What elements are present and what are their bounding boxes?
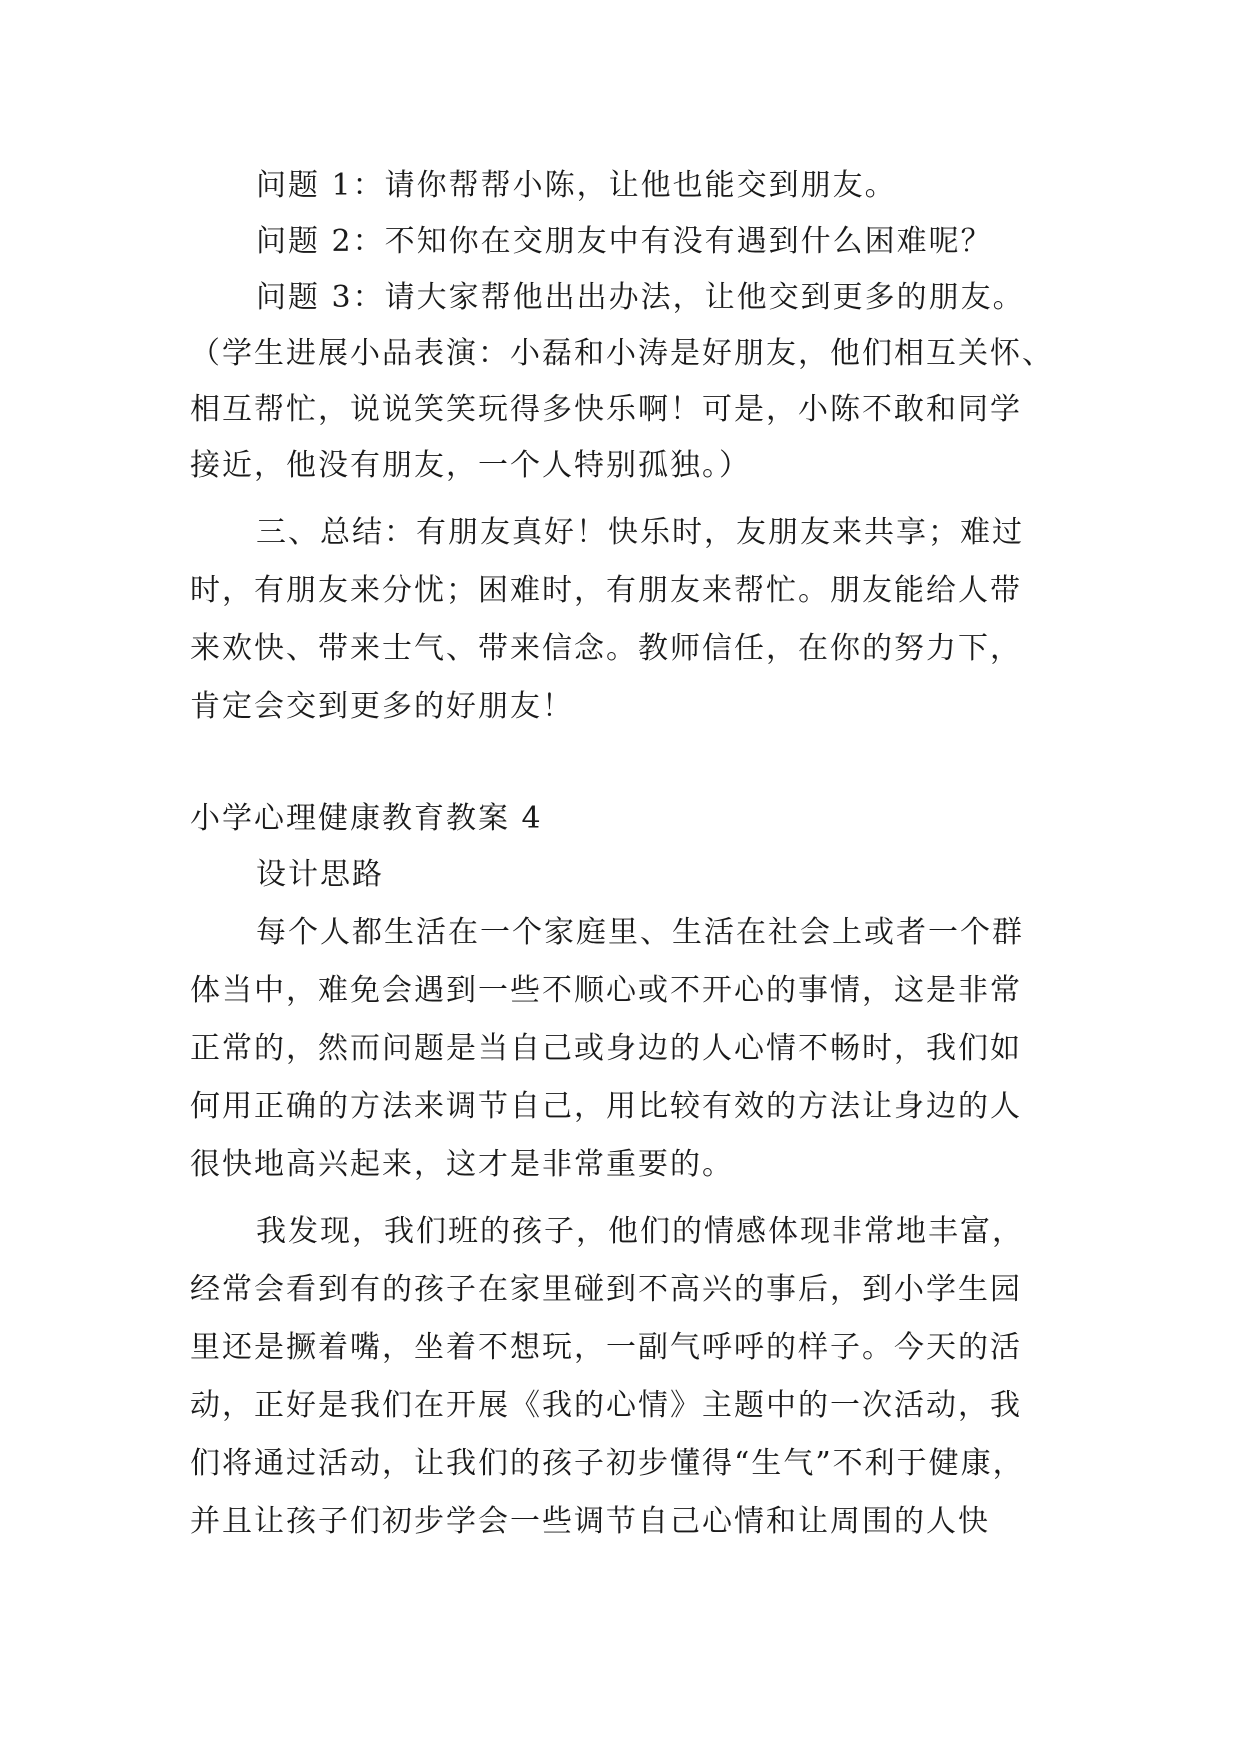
text-line: （学生进展小品表演：小磊和小涛是好朋友，他们相互关怀、 — [190, 336, 1054, 371]
text-line: 并且让孩子们初步学会一些调节自己心情和让周围的人快 — [190, 1504, 990, 1539]
section-heading: 小学心理健康教育教案 4 — [190, 801, 543, 836]
text-line: 里还是撅着嘴，坐着不想玩，一副气呼呼的样子。今天的活 — [190, 1330, 1022, 1365]
text-line: 来欢快、带来士气、带来信念。教师信任，在你的努力下， — [190, 631, 1022, 666]
text-line: 时，有朋友来分忧；困难时，有朋友来帮忙。朋友能给人带 — [190, 573, 1022, 608]
text-line: 动，正好是我们在开展《我的心情》主题中的一次活动，我 — [190, 1388, 1022, 1423]
text-line: 问题 2：不知你在交朋友中有没有遇到什么困难呢？ — [256, 224, 993, 259]
text-line: 很快地高兴起来，这才是非常重要的。 — [190, 1147, 734, 1182]
text-line: 相互帮忙，说说笑笑玩得多快乐啊！可是，小陈不敢和同学 — [190, 392, 1022, 427]
text-line: 三、总结：有朋友真好！快乐时，友朋友来共享；难过 — [256, 515, 1024, 550]
text-line: 每个人都生活在一个家庭里、生活在社会上或者一个群 — [256, 915, 1024, 950]
text-line: 体当中，难免会遇到一些不顺心或不开心的事情，这是非常 — [190, 973, 1022, 1008]
text-line: 经常会看到有的孩子在家里碰到不高兴的事后，到小学生园 — [190, 1272, 1022, 1307]
text-line: 肯定会交到更多的好朋友！ — [190, 689, 574, 724]
text-line: 我发现，我们班的孩子，他们的情感体现非常地丰富， — [256, 1214, 1024, 1249]
text-line: 问题 3：请大家帮他出出办法，让他交到更多的朋友。 — [256, 280, 1025, 315]
text-line: 正常的，然而问题是当自己或身边的人心情不畅时，我们如 — [190, 1031, 1022, 1066]
text-line: 们将通过活动，让我们的孩子初步懂得“生气”不利于健康， — [190, 1446, 1025, 1481]
text-line: 问题 1：请你帮帮小陈，让他也能交到朋友。 — [256, 168, 897, 203]
subheading: 设计思路 — [256, 857, 384, 892]
text-line: 何用正确的方法来调节自己，用比较有效的方法让身边的人 — [190, 1089, 1022, 1124]
text-line: 接近，他没有朋友，一个人特别孤独。） — [190, 448, 751, 483]
